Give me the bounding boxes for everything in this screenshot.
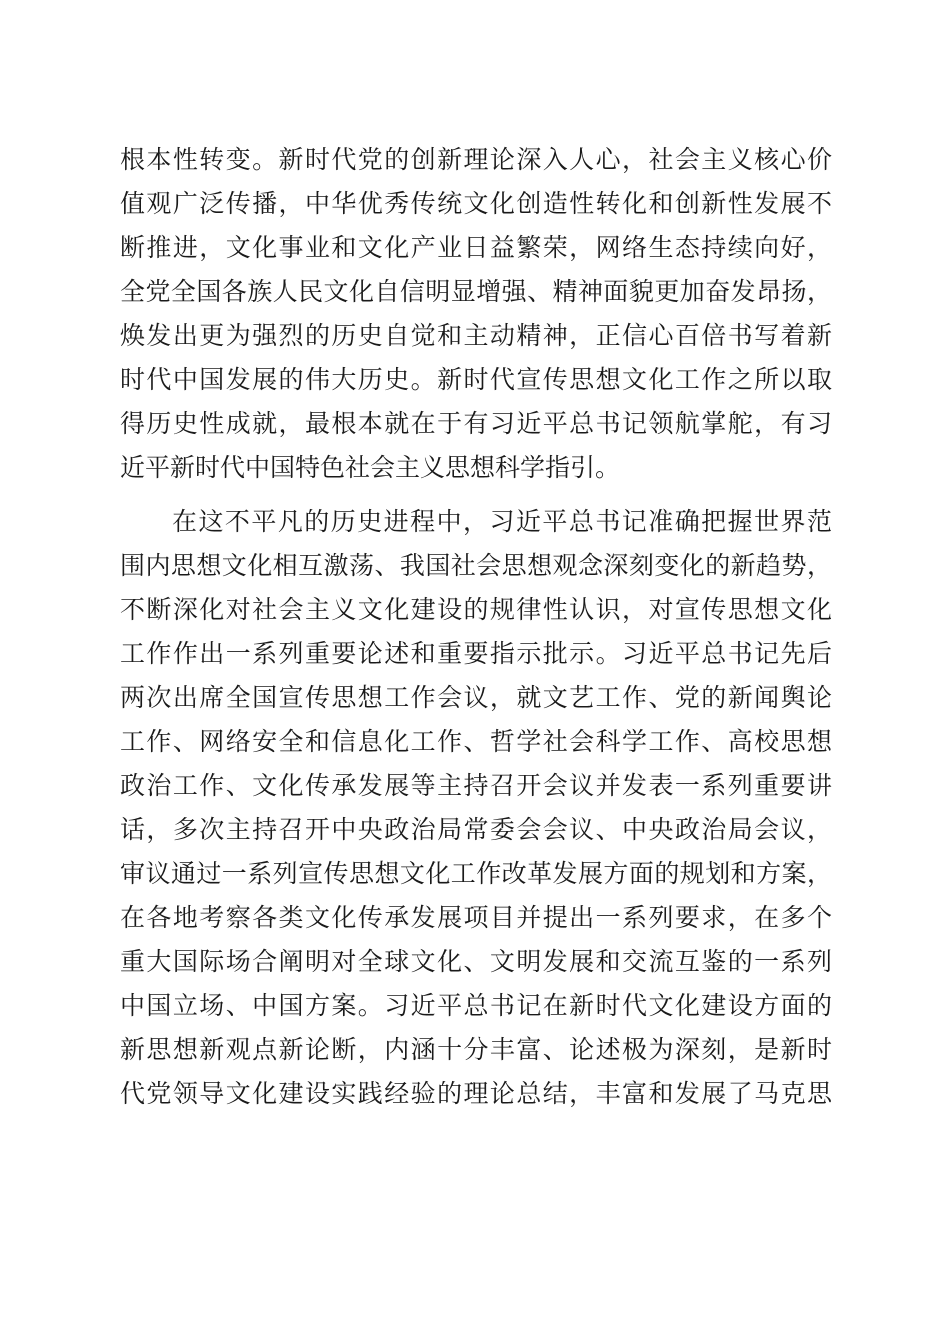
paragraph-line: 焕发出更为强烈的历史自觉和主动精神，正信心百倍书写着新: [120, 321, 832, 350]
paragraph-line: 审议通过一系列宣传思想文化工作改革发展方面的规划和方案，: [120, 859, 832, 888]
paragraph-line: 代党领导文化建设实践经验的理论总结，丰富和发展了马克思: [120, 1079, 832, 1108]
paragraph-line: 在各地考察各类文化传承发展项目并提出一系列要求，在多个: [120, 903, 832, 932]
paragraph-line: 政治工作、文化传承发展等主持召开会议并发表一系列重要讲: [120, 771, 832, 800]
paragraph-line: 工作作出一系列重要论述和重要指示批示。习近平总书记先后: [120, 639, 832, 668]
paragraph-line: 断推进，文化事业和文化产业日益繁荣，网络生态持续向好，: [120, 233, 832, 262]
paragraph-line: 根本性转变。新时代党的创新理论深入人心，社会主义核心价: [120, 145, 832, 174]
paragraph-line: 全党全国各族人民文化自信明显增强、精神面貌更加奋发昂扬，: [120, 277, 832, 306]
paragraph-line: 重大国际场合阐明对全球文化、文明发展和交流互鉴的一系列: [120, 947, 832, 976]
paragraph-line: 工作、网络安全和信息化工作、哲学社会科学工作、高校思想: [120, 727, 832, 756]
paragraph-line: 话，多次主持召开中央政治局常委会会议、中央政治局会议，: [120, 815, 832, 844]
paragraph-line: 得历史性成就，最根本就在于有习近平总书记领航掌舵，有习: [120, 409, 832, 438]
paragraph-line: 不断深化对社会主义文化建设的规律性认识，对宣传思想文化: [120, 595, 832, 624]
paragraph-line: 时代中国发展的伟大历史。新时代宣传思想文化工作之所以取: [120, 365, 832, 394]
paragraph-line: 围内思想文化相互激荡、我国社会思想观念深刻变化的新趋势，: [120, 551, 832, 580]
paragraph-line: 在这不平凡的历史进程中，习近平总书记准确把握世界范: [172, 507, 832, 536]
paragraph-line: 近平新时代中国特色社会主义思想科学指引。: [120, 453, 621, 482]
paragraph-line: 两次出席全国宣传思想工作会议，就文艺工作、党的新闻舆论: [120, 683, 832, 712]
paragraph-line: 中国立场、中国方案。习近平总书记在新时代文化建设方面的: [120, 991, 832, 1020]
paragraph-line: 值观广泛传播，中华优秀传统文化创造性转化和创新性发展不: [120, 189, 832, 218]
paragraph-line: 新思想新观点新论断，内涵十分丰富、论述极为深刻，是新时: [120, 1035, 832, 1064]
